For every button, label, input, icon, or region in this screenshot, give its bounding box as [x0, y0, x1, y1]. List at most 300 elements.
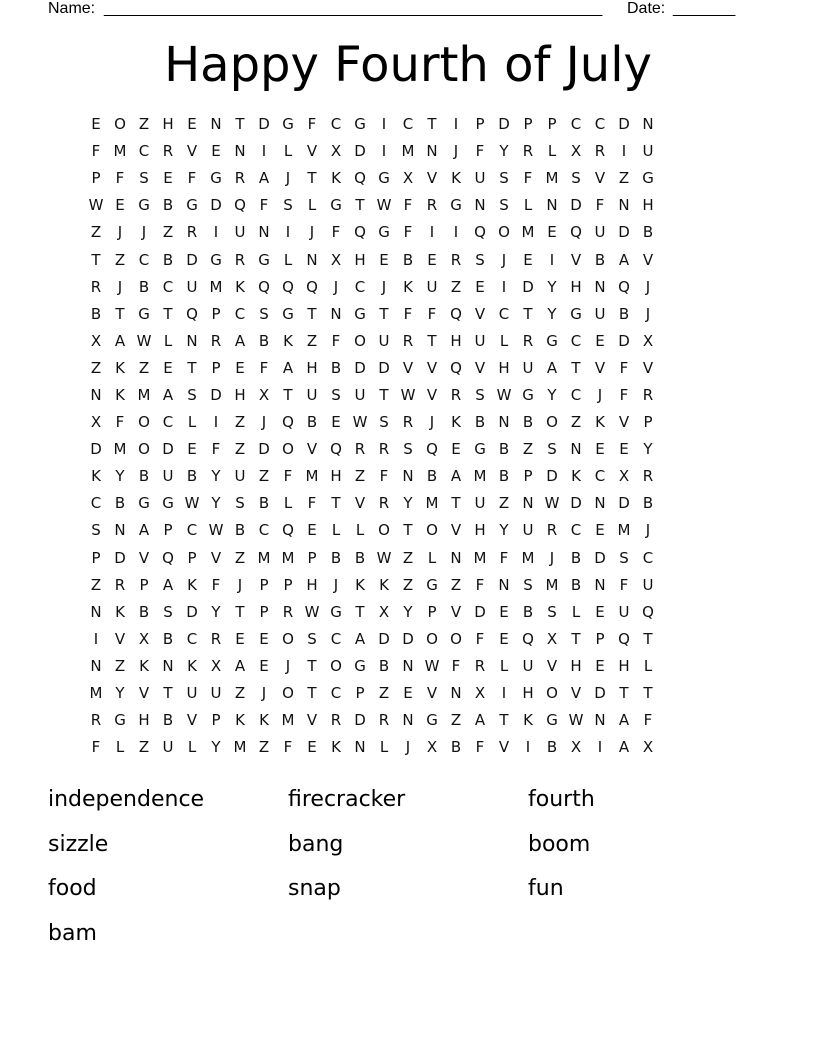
grid-letter[interactable]: G — [330, 602, 342, 621]
grid-letter[interactable]: L — [187, 738, 197, 757]
grid-letter[interactable]: B — [162, 629, 174, 648]
grid-letter[interactable]: B — [330, 358, 342, 377]
grid-letter[interactable]: H — [522, 684, 534, 703]
grid-letter[interactable]: G — [546, 711, 558, 730]
grid-letter[interactable]: T — [403, 521, 413, 540]
grid-letter[interactable]: I — [381, 142, 387, 161]
grid-letter[interactable]: V — [186, 142, 198, 161]
grid-letter[interactable]: M — [209, 277, 223, 296]
grid-letter[interactable]: B — [570, 575, 582, 594]
grid-letter[interactable]: E — [595, 331, 605, 350]
grid-letter[interactable]: O — [282, 440, 294, 459]
grid-letter[interactable]: L — [571, 602, 581, 621]
grid-letter[interactable]: J — [381, 277, 387, 296]
grid-letter[interactable]: G — [138, 196, 150, 215]
grid-letter[interactable]: R — [234, 250, 246, 269]
grid-letter[interactable]: J — [453, 142, 459, 161]
grid-letter[interactable]: G — [354, 304, 366, 323]
grid-letter[interactable]: L — [187, 413, 197, 432]
grid-letter[interactable]: X — [474, 684, 486, 703]
grid-letter[interactable]: K — [235, 277, 245, 296]
grid-letter[interactable]: H — [474, 521, 486, 540]
grid-letter[interactable]: M — [137, 385, 151, 404]
grid-letter[interactable]: B — [354, 548, 366, 567]
grid-letter[interactable]: K — [355, 575, 365, 594]
grid-letter[interactable]: K — [259, 711, 269, 730]
grid-letter[interactable]: D — [378, 358, 390, 377]
grid-letter[interactable]: T — [331, 494, 341, 513]
grid-letter[interactable]: E — [235, 358, 245, 377]
grid-letter[interactable]: Y — [499, 521, 509, 540]
grid-letter[interactable]: F — [259, 358, 269, 377]
grid-letter[interactable]: X — [330, 142, 342, 161]
grid-letter[interactable]: U — [522, 521, 534, 540]
grid-letter[interactable]: R — [522, 331, 534, 350]
grid-letter[interactable]: K — [91, 467, 101, 486]
grid-letter[interactable]: M — [89, 684, 103, 703]
grid-letter[interactable]: O — [354, 331, 366, 350]
grid-letter[interactable]: H — [354, 250, 366, 269]
grid-letter[interactable]: E — [235, 629, 245, 648]
grid-letter[interactable]: H — [330, 467, 342, 486]
grid-letter[interactable]: G — [546, 331, 558, 350]
grid-letter[interactable]: K — [571, 467, 581, 486]
grid-letter[interactable]: G — [450, 196, 462, 215]
grid-letter[interactable]: D — [354, 142, 366, 161]
grid-letter[interactable]: M — [233, 738, 247, 757]
grid-letter[interactable]: Y — [643, 440, 653, 459]
grid-letter[interactable]: B — [522, 602, 534, 621]
grid-letter[interactable]: L — [283, 142, 293, 161]
grid-letter[interactable]: Q — [426, 440, 438, 459]
grid-letter[interactable]: Z — [90, 358, 102, 377]
grid-letter[interactable]: F — [307, 115, 317, 134]
grid-letter[interactable]: Q — [618, 277, 630, 296]
grid-letter[interactable]: B — [570, 548, 582, 567]
grid-letter[interactable]: T — [355, 196, 365, 215]
grid-letter[interactable]: W — [184, 494, 200, 513]
grid-letter[interactable]: E — [595, 521, 605, 540]
grid-letter[interactable]: X — [258, 385, 270, 404]
grid-letter[interactable]: R — [378, 494, 390, 513]
grid-letter[interactable]: V — [426, 385, 438, 404]
grid-letter[interactable]: F — [259, 196, 269, 215]
grid-letter[interactable]: X — [570, 738, 582, 757]
grid-letter[interactable]: B — [306, 413, 318, 432]
grid-letter[interactable]: P — [211, 711, 221, 730]
grid-letter[interactable]: Z — [138, 738, 150, 757]
grid-letter[interactable]: R — [210, 629, 222, 648]
grid-letter[interactable]: G — [282, 304, 294, 323]
grid-letter[interactable]: D — [354, 711, 366, 730]
grid-letter[interactable]: N — [306, 250, 318, 269]
grid-letter[interactable]: U — [426, 277, 438, 296]
grid-letter[interactable]: G — [162, 494, 174, 513]
grid-letter[interactable]: T — [643, 629, 653, 648]
grid-letter[interactable]: U — [474, 494, 486, 513]
grid-letter[interactable]: I — [213, 413, 219, 432]
grid-letter[interactable]: Q — [330, 440, 342, 459]
grid-letter[interactable]: U — [210, 684, 222, 703]
grid-letter[interactable]: X — [330, 250, 342, 269]
grid-letter[interactable]: D — [402, 629, 414, 648]
grid-letter[interactable]: R — [186, 223, 198, 242]
grid-letter[interactable]: P — [259, 575, 269, 594]
grid-letter[interactable]: M — [281, 711, 295, 730]
grid-letter[interactable]: W — [304, 602, 320, 621]
grid-letter[interactable]: S — [235, 494, 245, 513]
grid-letter[interactable]: F — [283, 738, 293, 757]
grid-letter[interactable]: L — [643, 656, 653, 675]
grid-letter[interactable]: Y — [403, 602, 413, 621]
grid-letter[interactable]: H — [138, 711, 150, 730]
grid-letter[interactable]: M — [545, 575, 559, 594]
grid-letter[interactable]: A — [234, 331, 246, 350]
grid-letter[interactable]: E — [547, 223, 557, 242]
grid-letter[interactable]: H — [306, 575, 318, 594]
grid-letter[interactable]: T — [451, 494, 461, 513]
grid-letter[interactable]: X — [138, 629, 150, 648]
grid-letter[interactable]: L — [355, 521, 365, 540]
grid-letter[interactable]: B — [186, 467, 198, 486]
grid-letter[interactable]: U — [306, 385, 318, 404]
grid-letter[interactable]: B — [642, 223, 654, 242]
grid-letter[interactable]: F — [211, 575, 221, 594]
grid-letter[interactable]: N — [354, 738, 366, 757]
grid-letter[interactable]: L — [547, 142, 557, 161]
grid-letter[interactable]: E — [403, 684, 413, 703]
grid-letter[interactable]: S — [619, 548, 629, 567]
grid-letter[interactable]: D — [90, 440, 102, 459]
grid-letter[interactable]: H — [234, 385, 246, 404]
grid-letter[interactable]: P — [91, 548, 101, 567]
grid-letter[interactable]: I — [285, 223, 291, 242]
grid-letter[interactable]: D — [618, 494, 630, 513]
grid-letter[interactable]: B — [498, 467, 510, 486]
grid-letter[interactable]: B — [258, 494, 270, 513]
grid-letter[interactable]: A — [234, 656, 246, 675]
grid-letter[interactable]: F — [475, 738, 485, 757]
grid-letter[interactable]: I — [261, 142, 267, 161]
grid-letter[interactable]: X — [642, 738, 654, 757]
grid-letter[interactable]: C — [354, 277, 366, 296]
grid-letter[interactable]: R — [642, 467, 654, 486]
grid-letter[interactable]: D — [186, 602, 198, 621]
grid-letter[interactable]: G — [522, 385, 534, 404]
grid-letter[interactable]: N — [90, 656, 102, 675]
grid-letter[interactable]: D — [570, 196, 582, 215]
grid-letter[interactable]: Y — [115, 684, 125, 703]
grid-letter[interactable]: A — [162, 575, 174, 594]
grid-letter[interactable]: S — [571, 169, 581, 188]
grid-letter[interactable]: J — [405, 738, 411, 757]
grid-letter[interactable]: Z — [234, 440, 246, 459]
grid-letter[interactable]: B — [162, 711, 174, 730]
grid-letter[interactable]: Z — [234, 548, 246, 567]
name-blank[interactable]: ________________________________________________________ — [104, 0, 603, 17]
grid-letter[interactable]: N — [594, 711, 606, 730]
grid-letter[interactable]: L — [379, 738, 389, 757]
grid-letter[interactable]: T — [163, 684, 173, 703]
grid-letter[interactable]: D — [594, 548, 606, 567]
grid-letter[interactable]: Q — [618, 629, 630, 648]
grid-letter[interactable]: P — [427, 602, 437, 621]
grid-letter[interactable]: S — [259, 304, 269, 323]
grid-letter[interactable]: B — [114, 494, 126, 513]
grid-letter[interactable]: E — [451, 440, 461, 459]
grid-letter[interactable]: X — [378, 602, 390, 621]
grid-letter[interactable]: V — [426, 358, 438, 377]
grid-letter[interactable]: H — [618, 656, 630, 675]
grid-letter[interactable]: O — [546, 413, 558, 432]
grid-letter[interactable]: T — [643, 684, 653, 703]
grid-letter[interactable]: O — [498, 223, 510, 242]
grid-letter[interactable]: W — [568, 711, 584, 730]
grid-letter[interactable]: V — [450, 602, 462, 621]
grid-letter[interactable]: M — [113, 142, 127, 161]
grid-letter[interactable]: N — [450, 548, 462, 567]
grid-letter[interactable]: E — [259, 656, 269, 675]
grid-letter[interactable]: Z — [114, 656, 126, 675]
grid-letter[interactable]: V — [474, 358, 486, 377]
grid-letter[interactable]: F — [619, 385, 629, 404]
grid-letter[interactable]: K — [403, 277, 413, 296]
grid-letter[interactable]: V — [306, 142, 318, 161]
grid-letter[interactable]: D — [594, 684, 606, 703]
grid-letter[interactable]: U — [474, 331, 486, 350]
grid-letter[interactable]: N — [426, 142, 438, 161]
grid-letter[interactable]: J — [309, 223, 315, 242]
grid-letter[interactable]: U — [354, 385, 366, 404]
grid-letter[interactable]: A — [474, 711, 486, 730]
grid-letter[interactable]: F — [403, 223, 413, 242]
grid-letter[interactable]: I — [501, 277, 507, 296]
grid-letter[interactable]: B — [258, 331, 270, 350]
grid-letter[interactable]: G — [282, 115, 294, 134]
grid-letter[interactable]: O — [138, 440, 150, 459]
grid-letter[interactable]: Z — [450, 575, 462, 594]
grid-letter[interactable]: J — [237, 575, 243, 594]
grid-letter[interactable]: L — [523, 196, 533, 215]
grid-letter[interactable]: D — [618, 115, 630, 134]
grid-letter[interactable]: V — [114, 629, 126, 648]
grid-letter[interactable]: F — [187, 169, 197, 188]
grid-letter[interactable]: Q — [234, 196, 246, 215]
grid-letter[interactable]: G — [354, 656, 366, 675]
grid-letter[interactable]: B — [402, 250, 414, 269]
grid-letter[interactable]: F — [475, 575, 485, 594]
grid-letter[interactable]: Z — [402, 575, 414, 594]
grid-letter[interactable]: C — [570, 115, 582, 134]
grid-letter[interactable]: Y — [547, 385, 557, 404]
grid-letter[interactable]: K — [523, 711, 533, 730]
grid-letter[interactable]: T — [115, 304, 125, 323]
grid-letter[interactable]: B — [450, 738, 462, 757]
grid-letter[interactable]: I — [93, 629, 99, 648]
grid-letter[interactable]: H — [642, 196, 654, 215]
grid-letter[interactable]: D — [378, 629, 390, 648]
grid-letter[interactable]: Y — [211, 602, 221, 621]
grid-letter[interactable]: C — [186, 521, 198, 540]
grid-letter[interactable]: V — [306, 440, 318, 459]
grid-letter[interactable]: T — [163, 304, 173, 323]
grid-letter[interactable]: J — [141, 223, 147, 242]
grid-letter[interactable]: J — [597, 385, 603, 404]
grid-letter[interactable]: D — [546, 467, 558, 486]
grid-letter[interactable]: N — [402, 711, 414, 730]
grid-letter[interactable]: Q — [474, 223, 486, 242]
grid-letter[interactable]: Z — [402, 548, 414, 567]
grid-letter[interactable]: B — [234, 521, 246, 540]
grid-letter[interactable]: Y — [547, 304, 557, 323]
grid-letter[interactable]: S — [547, 440, 557, 459]
grid-letter[interactable]: J — [333, 575, 339, 594]
grid-letter[interactable]: N — [186, 331, 198, 350]
grid-letter[interactable]: M — [257, 548, 271, 567]
grid-letter[interactable]: N — [90, 602, 102, 621]
grid-letter[interactable]: C — [186, 629, 198, 648]
grid-letter[interactable]: V — [498, 738, 510, 757]
grid-letter[interactable]: B — [330, 548, 342, 567]
grid-letter[interactable]: Q — [354, 223, 366, 242]
grid-letter[interactable]: R — [402, 413, 414, 432]
grid-letter[interactable]: Z — [162, 223, 174, 242]
grid-letter[interactable]: V — [570, 250, 582, 269]
grid-letter[interactable]: E — [595, 656, 605, 675]
grid-letter[interactable]: D — [498, 115, 510, 134]
grid-letter[interactable]: T — [379, 385, 389, 404]
grid-letter[interactable]: M — [113, 440, 127, 459]
grid-letter[interactable]: F — [451, 656, 461, 675]
grid-letter[interactable]: C — [138, 142, 150, 161]
grid-letter[interactable]: W — [88, 196, 104, 215]
grid-letter[interactable]: A — [618, 711, 630, 730]
grid-letter[interactable]: R — [114, 575, 126, 594]
grid-letter[interactable]: B — [594, 250, 606, 269]
grid-letter[interactable]: K — [331, 169, 341, 188]
grid-letter[interactable]: N — [90, 385, 102, 404]
grid-letter[interactable]: G — [258, 250, 270, 269]
grid-letter[interactable]: Y — [211, 738, 221, 757]
grid-letter[interactable]: P — [595, 629, 605, 648]
grid-letter[interactable]: Z — [570, 413, 582, 432]
grid-letter[interactable]: Q — [282, 413, 294, 432]
grid-letter[interactable]: T — [307, 656, 317, 675]
grid-letter[interactable]: B — [474, 413, 486, 432]
grid-letter[interactable]: R — [378, 711, 390, 730]
grid-letter[interactable]: S — [187, 385, 197, 404]
grid-letter[interactable]: P — [643, 413, 653, 432]
grid-letter[interactable]: K — [451, 413, 461, 432]
grid-letter[interactable]: C — [570, 521, 582, 540]
grid-letter[interactable]: I — [501, 684, 507, 703]
grid-letter[interactable]: V — [594, 169, 606, 188]
grid-letter[interactable]: F — [91, 738, 101, 757]
grid-letter[interactable]: S — [403, 440, 413, 459]
grid-letter[interactable]: C — [330, 115, 342, 134]
grid-letter[interactable]: V — [594, 358, 606, 377]
grid-letter[interactable]: M — [473, 467, 487, 486]
grid-letter[interactable]: V — [546, 656, 558, 675]
grid-letter[interactable]: N — [234, 142, 246, 161]
grid-letter[interactable]: A — [450, 467, 462, 486]
grid-letter[interactable]: Q — [450, 304, 462, 323]
grid-letter[interactable]: E — [595, 440, 605, 459]
grid-letter[interactable]: E — [307, 521, 317, 540]
grid-letter[interactable]: Y — [499, 142, 509, 161]
grid-letter[interactable]: Z — [354, 467, 366, 486]
grid-letter[interactable]: P — [187, 548, 197, 567]
grid-letter[interactable]: V — [474, 304, 486, 323]
grid-letter[interactable]: O — [426, 521, 438, 540]
grid-letter[interactable]: D — [618, 223, 630, 242]
grid-letter[interactable]: U — [378, 331, 390, 350]
grid-letter[interactable]: C — [234, 304, 246, 323]
grid-letter[interactable]: S — [139, 169, 149, 188]
grid-letter[interactable]: E — [523, 250, 533, 269]
grid-letter[interactable]: N — [546, 196, 558, 215]
grid-letter[interactable]: W — [208, 521, 224, 540]
grid-letter[interactable]: R — [450, 250, 462, 269]
grid-letter[interactable]: N — [402, 656, 414, 675]
grid-letter[interactable]: V — [618, 413, 630, 432]
grid-letter[interactable]: Y — [115, 467, 125, 486]
grid-letter[interactable]: A — [618, 738, 630, 757]
grid-letter[interactable]: B — [162, 250, 174, 269]
grid-letter[interactable]: A — [162, 385, 174, 404]
grid-letter[interactable]: B — [618, 304, 630, 323]
grid-letter[interactable]: Z — [258, 467, 270, 486]
grid-letter[interactable]: S — [475, 385, 485, 404]
grid-letter[interactable]: S — [331, 385, 341, 404]
grid-letter[interactable]: Z — [258, 738, 270, 757]
grid-letter[interactable]: T — [571, 358, 581, 377]
grid-letter[interactable]: N — [330, 304, 342, 323]
grid-letter[interactable]: E — [619, 440, 629, 459]
grid-letter[interactable]: Z — [450, 711, 462, 730]
grid-letter[interactable]: J — [429, 413, 435, 432]
grid-letter[interactable]: M — [521, 548, 535, 567]
grid-letter[interactable]: O — [426, 629, 438, 648]
grid-letter[interactable]: T — [355, 602, 365, 621]
grid-letter[interactable]: U — [162, 738, 174, 757]
grid-letter[interactable]: P — [523, 467, 533, 486]
grid-letter[interactable]: P — [307, 548, 317, 567]
grid-letter[interactable]: T — [619, 684, 629, 703]
grid-letter[interactable]: F — [643, 711, 653, 730]
grid-letter[interactable]: W — [376, 548, 392, 567]
grid-letter[interactable]: K — [451, 169, 461, 188]
grid-letter[interactable]: H — [450, 331, 462, 350]
grid-letter[interactable]: F — [619, 358, 629, 377]
grid-letter[interactable]: T — [307, 304, 317, 323]
grid-letter[interactable]: C — [258, 521, 270, 540]
grid-letter[interactable]: F — [475, 142, 485, 161]
grid-letter[interactable]: B — [138, 277, 150, 296]
grid-letter[interactable]: B — [138, 467, 150, 486]
grid-letter[interactable]: F — [307, 494, 317, 513]
grid-letter[interactable]: N — [594, 494, 606, 513]
grid-letter[interactable]: R — [90, 277, 102, 296]
grid-letter[interactable]: Q — [450, 358, 462, 377]
grid-letter[interactable]: O — [378, 521, 390, 540]
grid-letter[interactable]: E — [187, 440, 197, 459]
grid-letter[interactable]: Q — [642, 602, 654, 621]
grid-letter[interactable]: K — [139, 656, 149, 675]
grid-letter[interactable]: P — [283, 575, 293, 594]
grid-letter[interactable]: F — [595, 196, 605, 215]
grid-letter[interactable]: H — [498, 358, 510, 377]
